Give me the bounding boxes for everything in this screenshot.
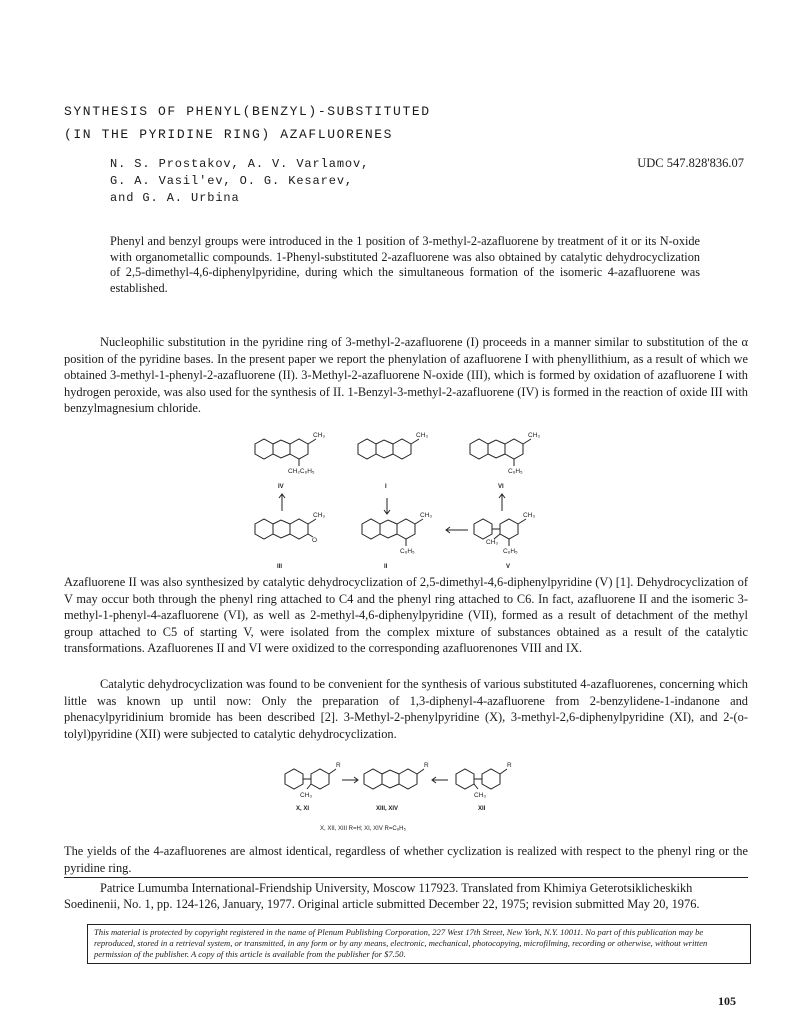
structure-i xyxy=(358,439,419,459)
reaction-scheme-2 xyxy=(280,756,560,838)
affiliation-note: Patrice Lumumba International-Friendship University, Moscow 117923. Translated from Khimiya Geterotsiklicheskikh Soedinenii, No. 1, pp. 124-126, January, 1977. Original article submitted December 22, 1975; revision submitted May 20, 1976. xyxy=(64,881,700,912)
label-iv: IV xyxy=(278,484,284,490)
ii-phenyl-label: C₆H₅ xyxy=(400,548,415,555)
i-ch3-label: CH₃ xyxy=(416,432,429,439)
iv-benzyl-label: CH₂C₆H₅ xyxy=(288,468,315,475)
label-x-xi: X, XI xyxy=(296,806,310,812)
paragraph-2: Azafluorene II was also synthesized by catalytic dehydrocyclization of 2,5-dimethyl-4,6-diphenylpyridine (V) [1]. Dehydrocyclization of V may occur both through the phenyl ring attached to C4 and the phenyl ring attached to C6. In fact, azafluorene II and the isomeric 3-methyl-1-phenyl-4-azafluorene (VI), as well as 2-methyl-4,6-diphenylpyridine (VII), formed as a result of detachment of the methyl group attached to C5 of starting V, were isolated from the complex mixture of substances obtained as a result of the catalytic transformations. Azafluorenes II and VI were oxidized to the corresponding azafluorenones VIII and IX. xyxy=(64,575,748,656)
paragraph-1: Nucleophilic substitution in the pyridine ring of 3-methyl-2-azafluorene (I) proceeds in a manner similar to substitution of the α position of the pyridine bases. In the present paper we report the phenylation of azafluorene I with phenyllithium, as a result of which we obtained 3-methyl-1-phenyl-2-azafluorene (II). 3-Methyl-2-azafluorene N-oxide (III), which is formed by oxidation of azafluorene I with hydrogen peroxide, was also used for the synthesis of II. 1-Benzyl-3-methyl-2-azafluorene (IV) is formed in the reaction of oxide III with benzylmagnesium chloride. xyxy=(64,335,748,416)
authors xyxy=(110,156,369,207)
structure-ii xyxy=(362,519,423,546)
xii-ch3-label: CH₃ xyxy=(474,792,487,799)
x-ch3-label: CH₃ xyxy=(300,792,313,799)
scheme-2-legend: X, XII, XIII R=H; XI, XIV R=C₆H₅ xyxy=(320,826,406,832)
structure-v xyxy=(474,519,526,546)
reaction-scheme-1 xyxy=(250,426,580,576)
abstract: Phenyl and benzyl groups were introduced in the 1 position of 3-methyl-2-azafluorene by treatment of it or its N-oxide with organometallic compounds. 1-Phenyl-substituted 2-azafluorene was also obtained by catalytic dehydrocyclization of 2,5-dimethyl-4,6-diphenylpyridine, during which the simultaneous formation of the isomeric 4-azafluorene was established. xyxy=(110,234,700,295)
authors-line-2: G. A. Vasil'ev, O. G. Kesarev, xyxy=(110,174,354,188)
structure-vi xyxy=(470,439,531,466)
paper-title-line-2: (IN THE PYRIDINE RING) AZAFLUORENES xyxy=(64,127,394,142)
ii-ch3-label: CH₃ xyxy=(420,512,433,519)
xii-r-label: R xyxy=(507,762,512,769)
authors-line-3: and G. A. Urbina xyxy=(110,191,240,205)
label-xii: XII xyxy=(478,806,486,812)
structure-iv xyxy=(255,439,316,466)
vi-phenyl-label: C₆H₅ xyxy=(508,468,523,475)
udc-code: UDC 547.828'836.07 xyxy=(637,156,744,170)
structure-iii xyxy=(255,519,316,539)
label-xiii-xiv: XIII, XIV xyxy=(376,806,399,812)
vi-ch3-label: CH₃ xyxy=(528,432,541,439)
label-iii: III xyxy=(277,564,283,570)
v-ch3-label: CH₃ xyxy=(523,512,536,519)
v-ch3-label-2: CH₃ xyxy=(486,539,499,546)
iii-oxide-label: O xyxy=(312,537,318,544)
paragraph-4: The yields of the 4-azafluorenes are almost identical, regardless of whether cyclization is realized with respect to the phenyl ring or the pyridine ring. xyxy=(64,844,748,875)
structure-x-xi xyxy=(285,769,336,789)
label-i: I xyxy=(385,484,387,490)
v-phenyl-label: C₆H₅ xyxy=(503,548,518,555)
authors-line-1: N. S. Prostakov, A. V. Varlamov, xyxy=(110,157,370,171)
label-v: V xyxy=(506,564,511,570)
paragraph-3: Catalytic dehydrocyclization was found to be convenient for the synthesis of various substituted 4-azafluorenes, concerning which little was known up until now: Only the preparation of 1,3-diphenyl-4-azafluorene from 2-benzylidene-1-indanone and phenacylpyridinium bromide has been described [2]. 3-Methyl-2-phenylpyridine (X), 3-methyl-2,6-diphenylpyridine (XI), and 2-(o-tolyl)pyridine (XII) were subjected to catalytic dehydrocyclization. xyxy=(64,677,748,741)
paper-title-line-1: SYNTHESIS OF PHENYL(BENZYL)-SUBSTITUTED xyxy=(64,104,431,119)
footnote-rule xyxy=(64,877,748,878)
iii-ch3-label: CH₃ xyxy=(313,512,326,519)
page-number: 105 xyxy=(718,994,736,1008)
x-r-label: R xyxy=(336,762,341,769)
structure-xii xyxy=(456,769,507,789)
label-ii: II xyxy=(384,564,388,570)
structure-xiii-xiv xyxy=(364,769,424,789)
copyright-notice: This material is protected by copyright registered in the name of Plenum Publishing Corporation, 227 West 17th Street, New York, N.Y. 10011. No part of this publication may be reproduced, stored in a retrieval system, or transmitted, in any form or by any means, electronic, mechanical, photocopying, microfilming, recording or otherwise, without written permission of the publisher. A copy of this article is available from the publisher for $7.50. xyxy=(87,924,751,964)
xiii-r-label: R xyxy=(424,762,429,769)
label-vi: VI xyxy=(498,484,504,490)
iv-ch3-label: CH₃ xyxy=(313,432,326,439)
